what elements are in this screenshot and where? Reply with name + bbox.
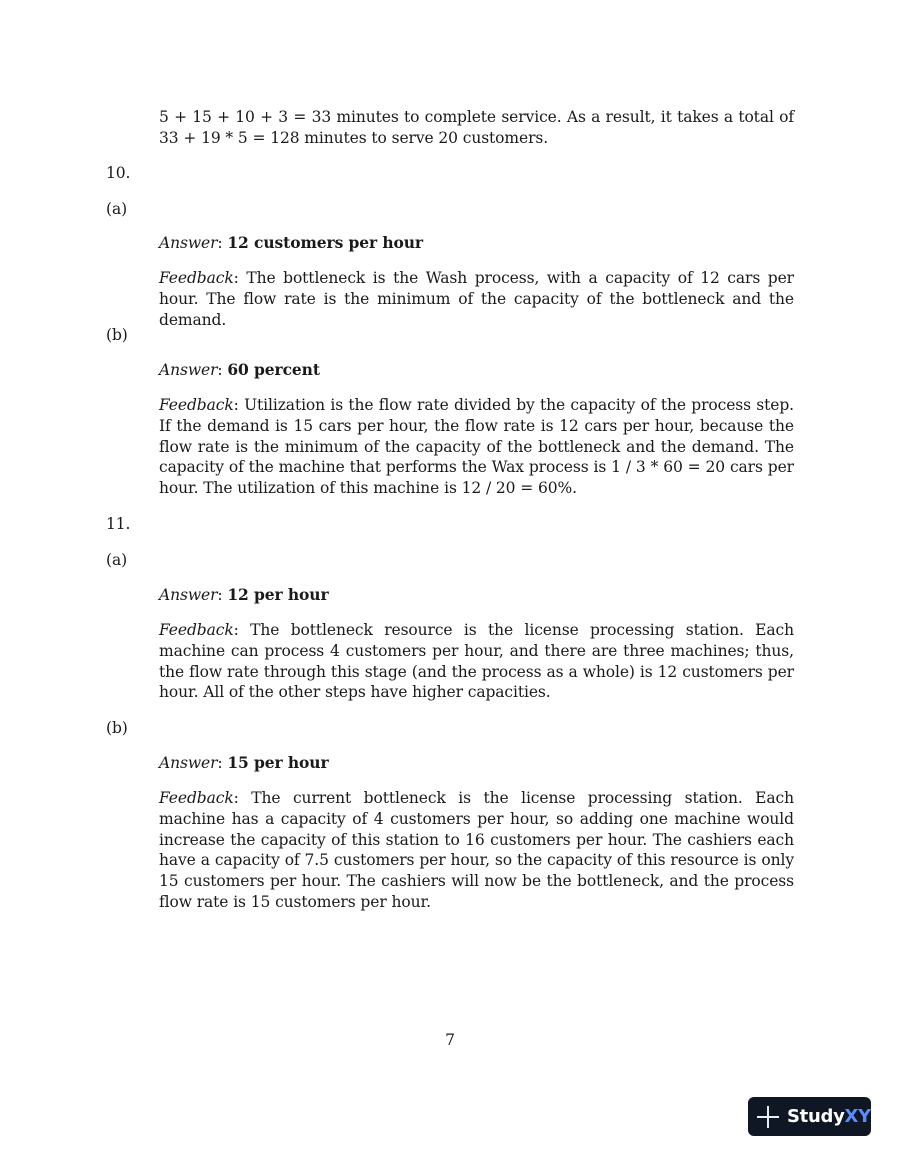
answer-label: Answer — [159, 586, 218, 604]
answer-separator: : — [217, 754, 228, 772]
studyxy-badge[interactable] — [748, 1097, 871, 1136]
feedback-10b — [159, 395, 794, 499]
answer-label: Answer — [159, 754, 218, 772]
answer-separator: : — [217, 234, 228, 252]
feedback-label: Feedback — [159, 789, 234, 807]
answer-value: 15 per hour — [227, 753, 329, 772]
answer-label: Answer — [159, 361, 218, 379]
question-10a-label: (a) — [106, 200, 128, 218]
question-10-number: 10. — [106, 164, 131, 182]
feedback-label: Feedback — [159, 269, 234, 287]
answer-value: 12 per hour — [227, 585, 329, 604]
feedback-text: : The bottleneck resource is the license processing station. Each machine can process 4 customers per hour, and there are three machines; thus, the flow rate through this stage (and the process as a whole) is 12 customers per hour. All of the other steps have higher capacities. — [159, 621, 794, 702]
answer-10b — [159, 360, 794, 381]
brand-name-study: Study — [787, 1106, 845, 1127]
answer-label: Answer — [159, 234, 218, 252]
brand-name-xy: XY — [844, 1106, 871, 1127]
feedback-text: : Utilization is the flow rate divided by the capacity of the process step. If the demand is 15 cars per hour, the flow rate is 12 cars per hour, because the flow rate is the minimum of the capacity of the bottleneck and the demand. The capacity of the machine that performs the Wax process is 1 / 3 * 60 = 20 cars per hour. The utilization of this machine is 12 / 20 = 60%. — [159, 396, 794, 498]
question-10b-label: (b) — [106, 326, 128, 344]
answer-11a — [159, 585, 794, 606]
paragraph-intro-text: 5 + 15 + 10 + 3 = 33 minutes to complete service. As a result, it takes a total of 33 + 19 * 5 = 128 minutes to serve 20 customers. — [159, 108, 794, 147]
feedback-label: Feedback — [159, 396, 234, 414]
feedback-text: : The current bottleneck is the license processing station. Each machine has a capacity of 4 customers per hour, so adding one machine would increase the capacity of this station to 16 customers per hour. The cashiers each have a capacity of 7.5 customers per hour, so the capacity of this resource is only 15 customers per hour. The cashiers will now be the bottleneck, and the process flow rate is 15 customers per hour. — [159, 789, 794, 911]
question-11b-label: (b) — [106, 719, 128, 737]
answer-separator: : — [217, 586, 228, 604]
page-number: 7 — [445, 1031, 455, 1049]
feedback-11a — [159, 620, 794, 703]
feedback-11b — [159, 788, 794, 913]
feedback-10a — [159, 268, 794, 330]
question-11a-label: (a) — [106, 551, 128, 569]
plus-icon — [757, 1106, 779, 1128]
answer-value: 60 percent — [227, 360, 320, 379]
answer-value: 12 customers per hour — [227, 233, 423, 252]
paragraph-intro — [159, 107, 794, 149]
answer-11b — [159, 753, 794, 774]
feedback-text: : The bottleneck is the Wash process, with a capacity of 12 cars per hour. The flow rate is the minimum of the capacity of the bottleneck and the demand. — [159, 269, 794, 329]
brand-logo — [787, 1106, 871, 1127]
feedback-label: Feedback — [159, 621, 234, 639]
answer-10a — [159, 233, 794, 254]
question-11-number: 11. — [106, 515, 131, 533]
answer-separator: : — [217, 361, 228, 379]
